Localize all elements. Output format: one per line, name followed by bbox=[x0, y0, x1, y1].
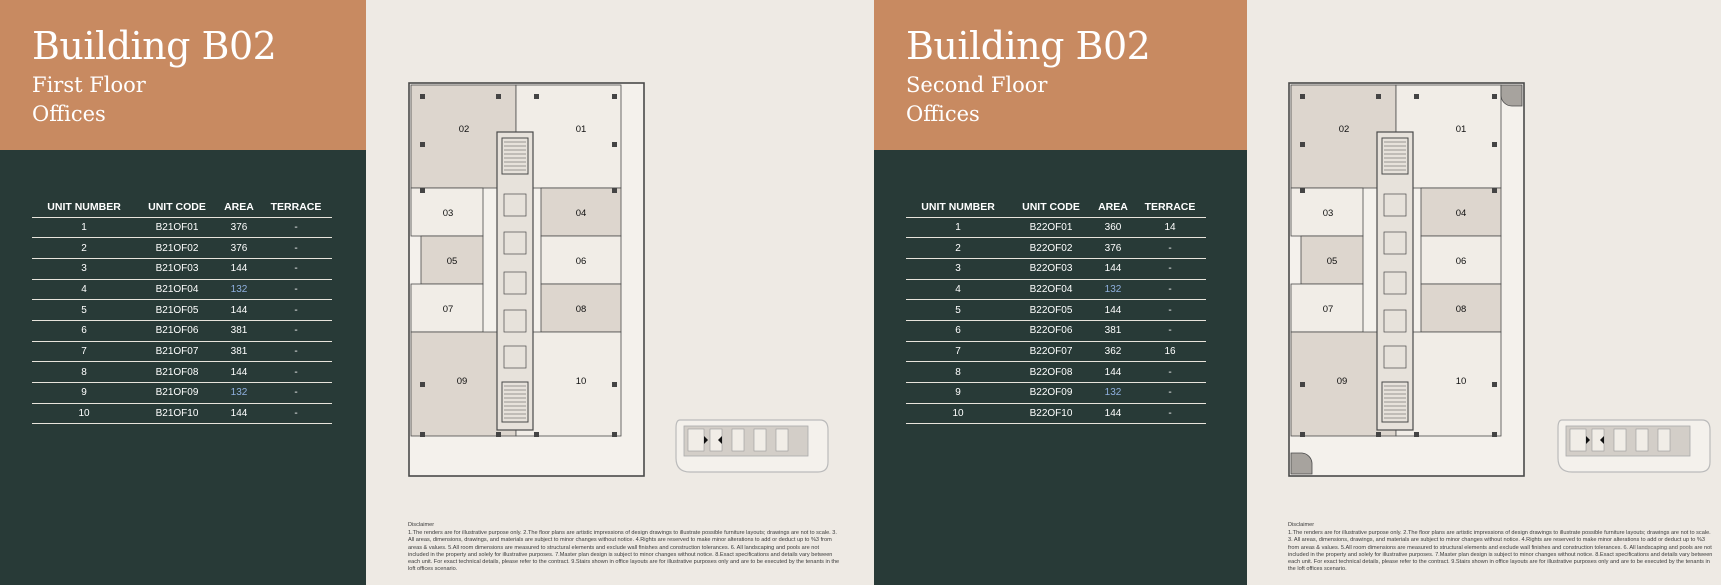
structural-column bbox=[1492, 432, 1497, 437]
terrace-cell: - bbox=[260, 279, 332, 300]
unit-label: 02 bbox=[458, 124, 470, 135]
terrace-cell: - bbox=[1134, 362, 1206, 383]
terrace-cell: - bbox=[260, 362, 332, 383]
unit-label: 09 bbox=[456, 376, 468, 387]
unit-number-cell: 5 bbox=[906, 300, 1010, 321]
info-panel bbox=[0, 0, 366, 585]
unit-label: 03 bbox=[1322, 208, 1334, 219]
column-header: TERRACE bbox=[260, 198, 332, 217]
unit-code-cell: B22OF09 bbox=[1010, 383, 1092, 404]
unit-code-cell: B21OF07 bbox=[136, 341, 218, 362]
terrace-cell: - bbox=[1134, 403, 1206, 424]
site-key-plan bbox=[670, 412, 830, 480]
floor-subtitle: Second Floor bbox=[906, 73, 1048, 97]
table-row bbox=[32, 258, 332, 279]
page-header bbox=[874, 0, 1247, 150]
unit-code-cell: B22OF03 bbox=[1010, 258, 1092, 279]
site-building bbox=[754, 429, 766, 451]
site-building bbox=[1614, 429, 1626, 451]
area-cell: 376 bbox=[218, 217, 260, 238]
structural-column bbox=[1414, 94, 1419, 99]
site-building bbox=[1570, 429, 1586, 451]
area-cell: 144 bbox=[218, 300, 260, 321]
structural-column bbox=[612, 94, 617, 99]
disclaimer bbox=[1288, 522, 1716, 573]
structural-column bbox=[1414, 432, 1419, 437]
unit-label: 01 bbox=[1455, 124, 1467, 135]
terrace-area bbox=[1501, 85, 1522, 106]
unit-number-cell: 6 bbox=[906, 320, 1010, 341]
terrace-cell: - bbox=[1134, 258, 1206, 279]
disclaimer-text: 1.The renders are for illustrative purpose only. 2.The floor plans are artistic impressions of design drawings to illustrate possible furniture layouts; drawings are not to scale. 3. All areas, dimensions, drawings, and materials are subject to minor changes without notice. 4.Rights are reserved to make minor alterations to add or deduct up to %3 from areas & values. 5.All room dimensions are measured to structural elements and exclude wall finishes and construction tolerances. 6. All landscaping and pools are not included in the property and solely for illustrative purposes. 7.Master plan design is subject to minor changes without notice. 8.Exact specifications and details vary between each unit. For exact technical details, please refer to the contract. 9.Stairs shown in office layouts are for illustrative purposes only and are to be executed by the tenants in the loft offices scenario. bbox=[408, 530, 840, 573]
area-cell: 381 bbox=[218, 341, 260, 362]
structural-column bbox=[612, 432, 617, 437]
table-row bbox=[906, 217, 1206, 238]
terrace-cell: - bbox=[1134, 320, 1206, 341]
terrace-area bbox=[1291, 453, 1312, 474]
info-panel bbox=[874, 0, 1247, 585]
unit-number-cell: 2 bbox=[32, 238, 136, 259]
table-row bbox=[906, 279, 1206, 300]
unit-label: 06 bbox=[575, 256, 587, 267]
unit-label: 10 bbox=[1455, 376, 1467, 387]
table-row bbox=[32, 341, 332, 362]
unit-code-cell: B22OF10 bbox=[1010, 403, 1092, 424]
area-cell: 144 bbox=[218, 362, 260, 383]
building-title: Building B02 bbox=[906, 24, 1151, 68]
unit-number-cell: 3 bbox=[32, 258, 136, 279]
area-cell: 144 bbox=[218, 403, 260, 424]
unit-number-cell: 9 bbox=[906, 383, 1010, 404]
column-header: TERRACE bbox=[1134, 198, 1206, 217]
table-header-row bbox=[32, 198, 332, 217]
structural-column bbox=[1300, 142, 1305, 147]
table-row bbox=[906, 341, 1206, 362]
unit-number-cell: 2 bbox=[906, 238, 1010, 259]
table-row bbox=[32, 279, 332, 300]
floor-subtitle: First Floor bbox=[32, 73, 146, 97]
terrace-cell: 16 bbox=[1134, 341, 1206, 362]
unit-label: 08 bbox=[575, 304, 587, 315]
unit-label: 07 bbox=[442, 304, 454, 315]
table-row bbox=[32, 320, 332, 341]
table-row bbox=[32, 403, 332, 424]
terrace-cell: - bbox=[260, 320, 332, 341]
units-table bbox=[32, 198, 332, 424]
site-key-plan bbox=[1552, 412, 1712, 480]
disclaimer bbox=[408, 522, 840, 573]
unit-label: 04 bbox=[575, 208, 587, 219]
unit-label: 06 bbox=[1455, 256, 1467, 267]
area-cell: 381 bbox=[218, 320, 260, 341]
structural-column bbox=[1492, 142, 1497, 147]
floor-plan bbox=[408, 82, 645, 477]
unit-label: 02 bbox=[1338, 124, 1350, 135]
table-header-row bbox=[906, 198, 1206, 217]
unit-label: 05 bbox=[1326, 256, 1338, 267]
disclaimer-title: Disclaimer bbox=[408, 522, 435, 528]
structural-column bbox=[612, 188, 617, 193]
unit-code-cell: B21OF04 bbox=[136, 279, 218, 300]
terrace-cell: - bbox=[1134, 383, 1206, 404]
unit-code-cell: B21OF08 bbox=[136, 362, 218, 383]
unit-code-cell: B22OF08 bbox=[1010, 362, 1092, 383]
structural-column bbox=[420, 142, 425, 147]
unit-code-cell: B22OF05 bbox=[1010, 300, 1092, 321]
structural-column bbox=[420, 94, 425, 99]
structural-column bbox=[420, 432, 425, 437]
unit-number-cell: 7 bbox=[32, 341, 136, 362]
structural-column bbox=[1376, 432, 1381, 437]
site-building bbox=[732, 429, 744, 451]
area-cell: 132 bbox=[1092, 279, 1134, 300]
site-building bbox=[776, 429, 788, 451]
table-row bbox=[906, 300, 1206, 321]
terrace-cell: - bbox=[1134, 238, 1206, 259]
column-header: UNIT CODE bbox=[136, 198, 218, 217]
table-row bbox=[906, 320, 1206, 341]
unit-label: 03 bbox=[442, 208, 454, 219]
structural-column bbox=[420, 382, 425, 387]
unit-code-cell: B21OF09 bbox=[136, 383, 218, 404]
unit-code-cell: B21OF01 bbox=[136, 217, 218, 238]
unit-code-cell: B21OF02 bbox=[136, 238, 218, 259]
terrace-cell: - bbox=[260, 258, 332, 279]
unit-number-cell: 10 bbox=[906, 403, 1010, 424]
unit-code-cell: B21OF05 bbox=[136, 300, 218, 321]
column-header: AREA bbox=[218, 198, 260, 217]
site-building bbox=[1636, 429, 1648, 451]
terrace-cell: - bbox=[260, 217, 332, 238]
floor-plan bbox=[1288, 82, 1525, 477]
area-cell: 132 bbox=[1092, 383, 1134, 404]
unit-number-cell: 1 bbox=[906, 217, 1010, 238]
use-subtitle: Offices bbox=[906, 102, 980, 126]
terrace-cell: 14 bbox=[1134, 217, 1206, 238]
area-cell: 376 bbox=[218, 238, 260, 259]
building-title: Building B02 bbox=[32, 24, 277, 68]
terrace-cell: - bbox=[260, 300, 332, 321]
terrace-cell: - bbox=[1134, 300, 1206, 321]
area-cell: 144 bbox=[1092, 300, 1134, 321]
structural-column bbox=[1492, 94, 1497, 99]
terrace-cell: - bbox=[260, 238, 332, 259]
structural-column bbox=[612, 382, 617, 387]
table-row bbox=[906, 383, 1206, 404]
structural-column bbox=[1492, 382, 1497, 387]
structural-column bbox=[1300, 188, 1305, 193]
disclaimer-text: 1.The renders are for illustrative purpose only. 2.The floor plans are artistic impressions of design drawings to illustrate possible furniture layouts; drawings are not to scale. 3. All areas, dimensions, drawings, and materials are subject to minor changes without notice. 4.Rights are reserved to make minor alterations to add or deduct up to %3 from areas & values. 5.All room dimensions are measured to structural elements and exclude wall finishes and construction tolerances. 6. All landscaping and pools are not included in the property and solely for illustrative purposes. 7.Master plan design is subject to minor changes without notice. 8.Exact specifications and details vary between each unit. For exact technical details, please refer to the contract. 9.Stairs shown in office layouts are for illustrative purposes only and are to be executed by the tenants in the loft offices scenario. bbox=[1288, 530, 1713, 573]
structural-column bbox=[612, 142, 617, 147]
unit-code-cell: B22OF04 bbox=[1010, 279, 1092, 300]
structural-column bbox=[1300, 382, 1305, 387]
brochure-page-second-floor bbox=[874, 0, 1721, 585]
area-cell: 144 bbox=[218, 258, 260, 279]
area-cell: 144 bbox=[1092, 362, 1134, 383]
unit-label: 01 bbox=[575, 124, 587, 135]
unit-number-cell: 8 bbox=[906, 362, 1010, 383]
area-cell: 144 bbox=[1092, 403, 1134, 424]
structural-column bbox=[1492, 188, 1497, 193]
unit-label: 07 bbox=[1322, 304, 1334, 315]
table-row bbox=[906, 403, 1206, 424]
table-row bbox=[32, 238, 332, 259]
column-header: UNIT NUMBER bbox=[906, 198, 1010, 217]
terrace-cell: - bbox=[260, 383, 332, 404]
unit-number-cell: 6 bbox=[32, 320, 136, 341]
terrace-cell: - bbox=[1134, 279, 1206, 300]
structural-column bbox=[534, 94, 539, 99]
table-row bbox=[906, 362, 1206, 383]
table-row bbox=[906, 258, 1206, 279]
unit-number-cell: 9 bbox=[32, 383, 136, 404]
unit-code-cell: B22OF02 bbox=[1010, 238, 1092, 259]
disclaimer-title: Disclaimer bbox=[1288, 522, 1315, 528]
column-header: AREA bbox=[1092, 198, 1134, 217]
unit-number-cell: 8 bbox=[32, 362, 136, 383]
unit-code-cell: B21OF06 bbox=[136, 320, 218, 341]
site-building bbox=[688, 429, 704, 451]
column-header: UNIT CODE bbox=[1010, 198, 1092, 217]
unit-code-cell: B22OF06 bbox=[1010, 320, 1092, 341]
column-header: UNIT NUMBER bbox=[32, 198, 136, 217]
unit-code-cell: B21OF03 bbox=[136, 258, 218, 279]
unit-number-cell: 5 bbox=[32, 300, 136, 321]
unit-code-cell: B22OF07 bbox=[1010, 341, 1092, 362]
use-subtitle: Offices bbox=[32, 102, 106, 126]
table-row bbox=[32, 383, 332, 404]
table-row bbox=[906, 238, 1206, 259]
unit-number-cell: 3 bbox=[906, 258, 1010, 279]
table-row bbox=[32, 217, 332, 238]
units-table bbox=[906, 198, 1206, 424]
unit-number-cell: 4 bbox=[906, 279, 1010, 300]
table-row bbox=[32, 362, 332, 383]
structural-column bbox=[420, 188, 425, 193]
structural-column bbox=[496, 432, 501, 437]
table-row bbox=[32, 300, 332, 321]
site-building bbox=[1658, 429, 1670, 451]
area-cell: 381 bbox=[1092, 320, 1134, 341]
unit-label: 09 bbox=[1336, 376, 1348, 387]
structural-column bbox=[534, 432, 539, 437]
area-cell: 376 bbox=[1092, 238, 1134, 259]
unit-code-cell: B21OF10 bbox=[136, 403, 218, 424]
unit-label: 08 bbox=[1455, 304, 1467, 315]
structural-column bbox=[1300, 94, 1305, 99]
unit-label: 10 bbox=[575, 376, 587, 387]
unit-label: 04 bbox=[1455, 208, 1467, 219]
structural-column bbox=[496, 94, 501, 99]
terrace-cell: - bbox=[260, 403, 332, 424]
unit-number-cell: 7 bbox=[906, 341, 1010, 362]
terrace-cell: - bbox=[260, 341, 332, 362]
area-cell: 132 bbox=[218, 383, 260, 404]
unit-code-cell: B22OF01 bbox=[1010, 217, 1092, 238]
area-cell: 362 bbox=[1092, 341, 1134, 362]
unit-number-cell: 1 bbox=[32, 217, 136, 238]
unit-number-cell: 10 bbox=[32, 403, 136, 424]
structural-column bbox=[1300, 432, 1305, 437]
page-header bbox=[0, 0, 366, 150]
structural-column bbox=[1376, 94, 1381, 99]
area-cell: 360 bbox=[1092, 217, 1134, 238]
area-cell: 144 bbox=[1092, 258, 1134, 279]
unit-label: 05 bbox=[446, 256, 458, 267]
area-cell: 132 bbox=[218, 279, 260, 300]
unit-number-cell: 4 bbox=[32, 279, 136, 300]
